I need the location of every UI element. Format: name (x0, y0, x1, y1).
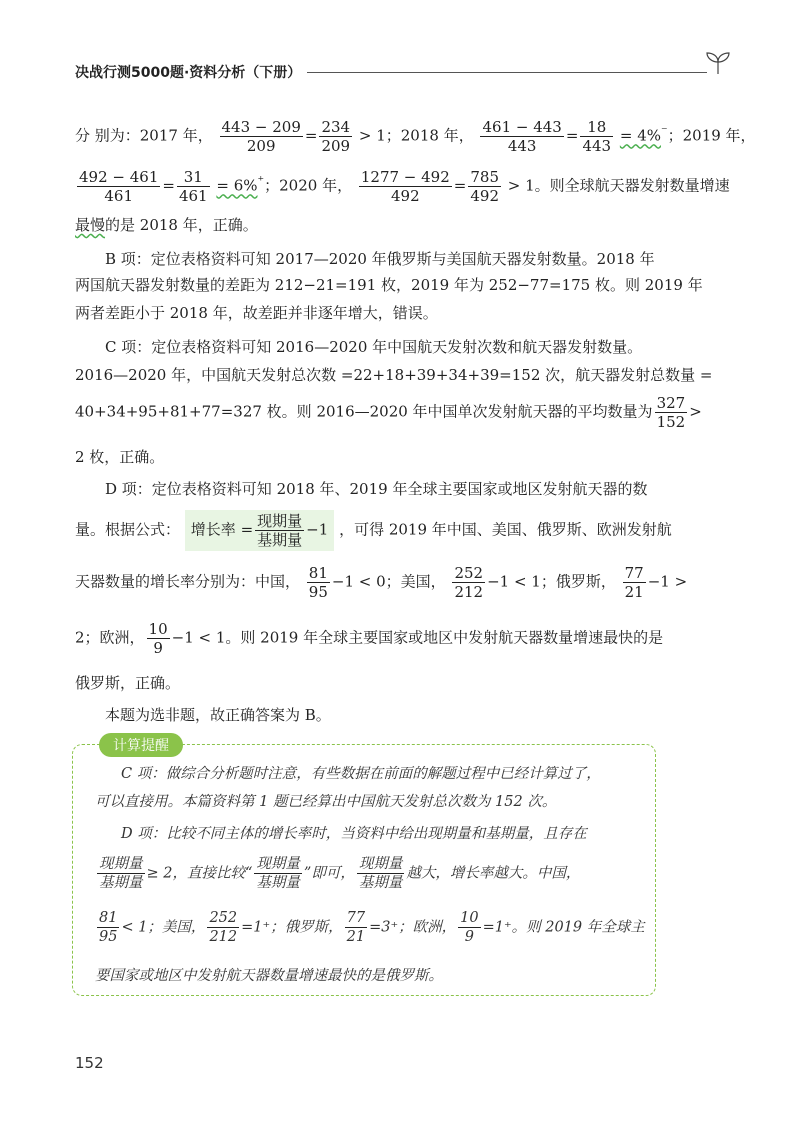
line-1: 分 别为：2017 年， $\frac{443 - 209}{209}$ = $\frac{234}{209}$ > 1；2018 年， $\frac{461 - 443}{443}$ = $\frac{18}{443}$ = 4%⁻；2019 年， (75, 118, 756, 155)
line-3: 最慢的是 2018 年，正确。 (75, 216, 258, 234)
fraction: $\frac{\text{现期量}}{\text{基期量}}$ (99, 856, 143, 891)
fraction: $\frac{\text{现期量}}{\text{基期量}}$ (256, 856, 300, 891)
option-c-line-3: 40+34+95+81+77=327 枚。则 2016—2020 年中国单次发射航天器的平均数量为 $\frac{327}{152}$ > (75, 394, 702, 431)
page-number: 152 (75, 1054, 104, 1072)
fraction: $\frac{\text{现期量}}{\text{基期量}}$ (358, 856, 403, 891)
line-2: $\frac{492 - 461}{461}$ = $\frac{31}{461}$ = 6%⁺；2020 年， $\frac{1277 - 492}{492}$ = $\frac{785}{492}$ > 1。则全球航天器发射数量增速 (79, 168, 730, 205)
option-c-line-4: 2 枚，正确。 (75, 448, 165, 466)
fraction: $\frac{81}{95}$ (308, 564, 328, 601)
fraction: $\frac{785}{492}$ (470, 168, 499, 205)
tip-line-3: D 项：比较不同主体的增长率时，当资料中给出现期量和基期量，且存在 (121, 826, 587, 842)
option-d-line-5: 俄罗斯，正确。 (75, 674, 181, 692)
fraction: $\frac{252}{212}$ (209, 910, 238, 945)
option-b-line-2: 两国航天器发射数量的差距为 212−21=191 枚，2019 年为 252−77=175 枚。则 2019 年 (75, 276, 703, 294)
option-d-line-2: 量。根据公式： 增长率 = $\frac{\text{现期量}}{\text{基期量}}$ −1 ，可得 2019 年中国、美国、俄罗斯、欧洲发射航 (75, 512, 672, 549)
header-title: 决战行测5000题·资料分析（下册） (75, 65, 302, 81)
option-b-line-3: 两者差距小于 2018 年，故差距并非逐年增大，错误。 (75, 304, 438, 322)
tip-line-5: $\frac{81}{95}$ < 1；美国， $\frac{252}{212}$ =1⁺；俄罗斯， $\frac{77}{21}$ =3⁺；欧洲， $\frac{10}{9}$ =1⁺。则 2019 年全球主 (99, 910, 645, 945)
fraction: $\frac{18}{443}$ (582, 118, 612, 155)
option-c-line-2: 2016—2020 年，中国航天发射总次数 =22+18+39+34+39=152 次，航天器发射总数量 = (75, 366, 713, 384)
answer-line: 本题为选非题，故正确答案为 B。 (105, 706, 331, 724)
fraction: $\frac{1277 - 492}{492}$ (360, 168, 450, 205)
tip-line-2: 可以直接用。本篇资料第 1 题已经算出中国航天发射总次数为 152 次。 (95, 794, 557, 810)
tip-line-6: 要国家或地区中发射航天器数量增速最快的是俄罗斯。 (95, 968, 443, 984)
fraction: $\frac{81}{95}$ (99, 910, 118, 945)
fraction: $\frac{443 - 209}{209}$ (221, 118, 301, 155)
calc-tip-tag: 计算提醒 (99, 733, 183, 757)
fraction: $\frac{461 - 443}{443}$ (482, 118, 562, 155)
option-d-line-1: D 项：定位表格资料可知 2018 年、2019 年全球主要国家或地区发射航天器的数 (105, 480, 648, 498)
tip-line-4: $\frac{\text{现期量}}{\text{基期量}}$ ≥ 2，直接比较“ $\frac{\text{现期量}}{\text{基期量}}$ ”即可， $\frac{\text{现期量}}{\text{基期量}}$ 越大，增长率越大。中国， (99, 856, 581, 891)
calc-tip-box (72, 738, 656, 996)
fraction: $\frac{492 - 461}{461}$ (79, 168, 159, 205)
fraction: $\frac{252}{212}$ (454, 564, 484, 601)
option-d-line-3: 天器数量的增长率分别为：中国， $\frac{81}{95}$ −1 < 0；美国， $\frac{252}{212}$ −1 < 1；俄罗斯， $\frac{77}{21}$ −1 > (75, 564, 688, 601)
fraction: $\frac{31}{461}$ (178, 168, 208, 205)
fraction: $\frac{327}{152}$ (656, 394, 686, 431)
tip-line-1: C 项：做综合分析题时注意，有些数据在前面的解题过程中已经计算过了， (121, 766, 601, 782)
fraction: $\frac{77}{21}$ (624, 564, 644, 601)
option-c-line-1: C 项：定位表格资料可知 2016—2020 年中国航天发射次数和航天器发射数量。 (105, 338, 643, 356)
header-rule (307, 72, 707, 73)
sprout-icon (703, 48, 733, 76)
option-d-line-4: 2；欧洲， $\frac{10}{9}$ −1 < 1。则 2019 年全球主要国家或地区中发射航天器数量增速最快的是 (75, 620, 664, 657)
option-b-line-1: B 项：定位表格资料可知 2017—2020 年俄罗斯与美国航天器发射数量。2018 年 (105, 250, 655, 268)
growth-rate-formula: 增长率 = $\frac{\text{现期量}}{\text{基期量}}$ −1 (185, 510, 334, 551)
fraction: $\frac{10}{9}$ (460, 910, 479, 945)
fraction: $\frac{234}{209}$ (321, 118, 351, 155)
running-header (75, 62, 725, 86)
fraction: $\frac{\text{现期量}}{\text{基期量}}$ (257, 512, 303, 549)
fraction: $\frac{77}{21}$ (346, 910, 366, 945)
fraction: $\frac{10}{9}$ (148, 620, 168, 657)
